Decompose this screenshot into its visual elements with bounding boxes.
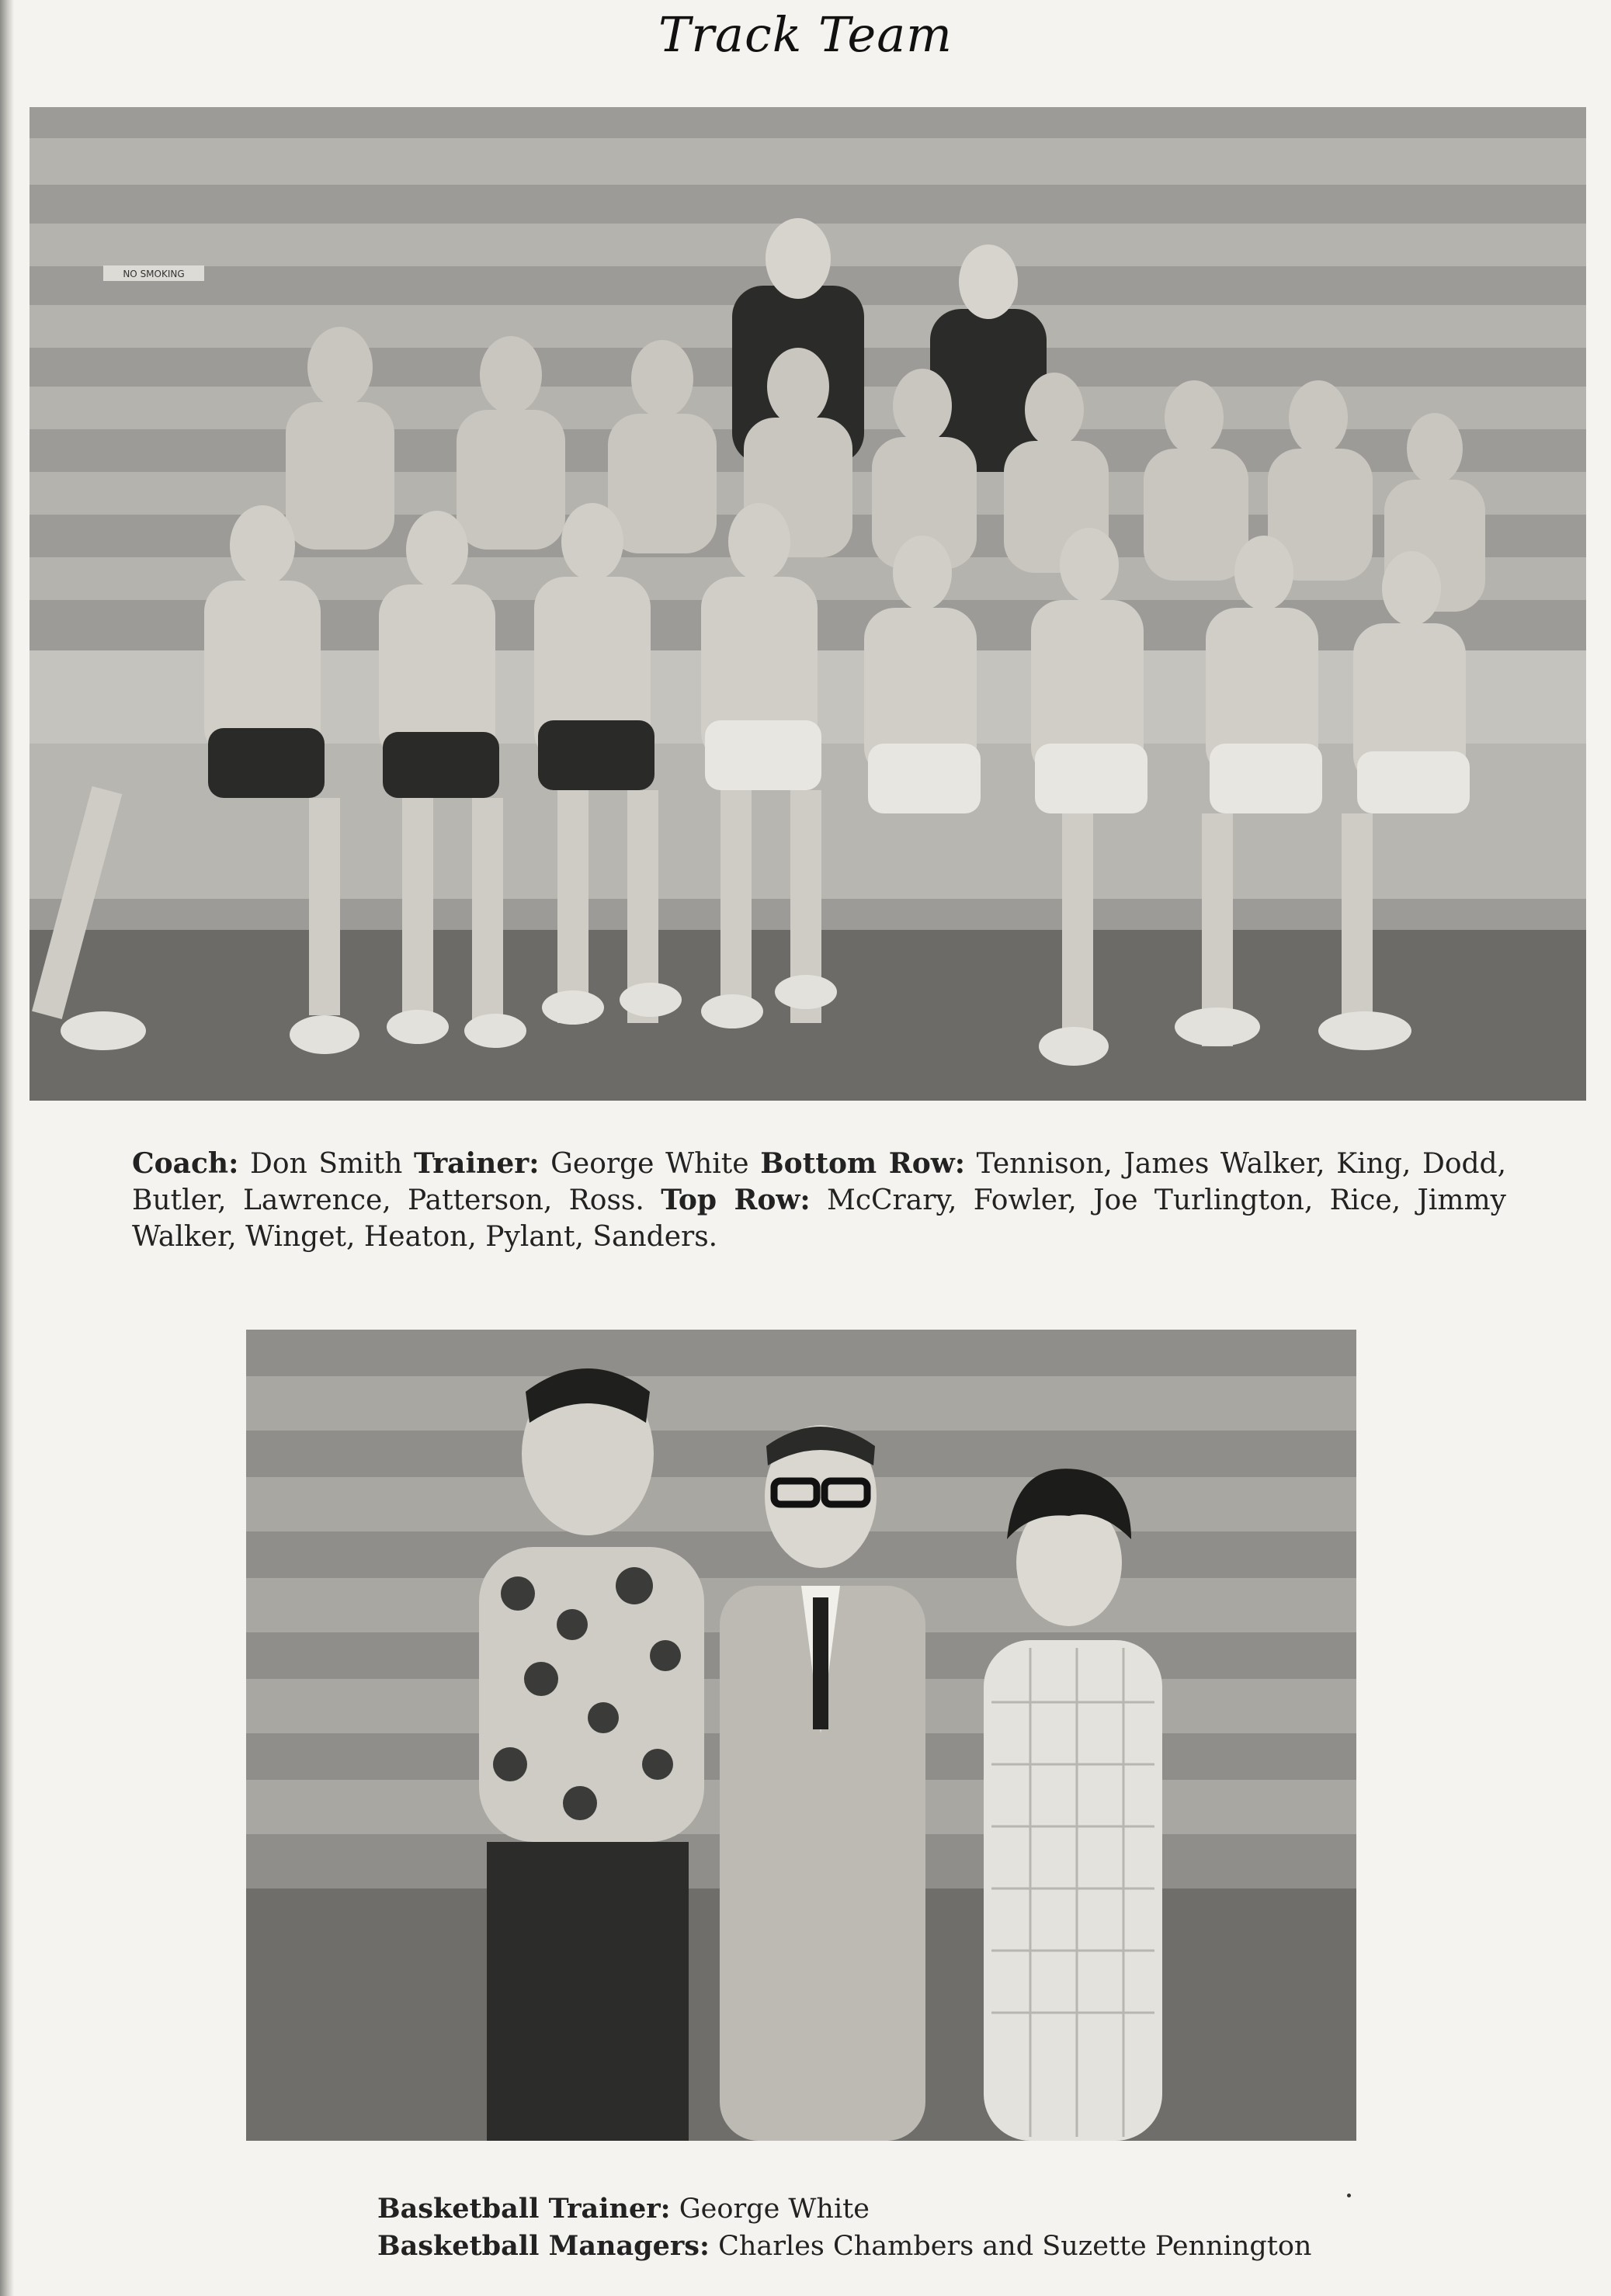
bottom-row-label: Bottom Row: xyxy=(760,1147,965,1180)
track-team-photo xyxy=(30,107,1586,1101)
basketball-trainer-name: George White xyxy=(679,2194,870,2225)
page-title: Track Team xyxy=(658,6,953,63)
page-binding-shadow xyxy=(0,0,14,2296)
basketball-staff-photo xyxy=(246,1330,1356,2141)
top-row-names: McCrary, Fowler, Joe Turlington, Rice, Jimmy Walker, Winget, Heaton, Pylant, Sanders. xyxy=(132,1184,1506,1253)
bottom-row-names: Tennison, James Walker, King, Dodd, Butler, Lawrence, Patterson, Ross. xyxy=(132,1148,1507,1216)
basketball-trainer-line xyxy=(377,2190,1464,2228)
basketball-trainer-label: Basketball Trainer: xyxy=(377,2193,671,2225)
print-speck xyxy=(1347,2194,1351,2197)
basketball-managers-names: Charles Chambers and Suzette Pennington xyxy=(718,2231,1312,2262)
basketball-caption xyxy=(377,2190,1464,2265)
top-row-label: Top Row: xyxy=(661,1184,811,1216)
trainer-name: George White xyxy=(550,1148,749,1180)
no-smoking-sign: NO SMOKING xyxy=(123,269,185,279)
trainer-label: Trainer: xyxy=(414,1147,540,1180)
track-team-caption xyxy=(132,1146,1506,1255)
coach-label: Coach: xyxy=(132,1147,239,1180)
basketball-managers-line xyxy=(377,2228,1464,2265)
coach-name: Don Smith xyxy=(250,1148,403,1180)
basketball-managers-label: Basketball Managers: xyxy=(377,2230,710,2262)
